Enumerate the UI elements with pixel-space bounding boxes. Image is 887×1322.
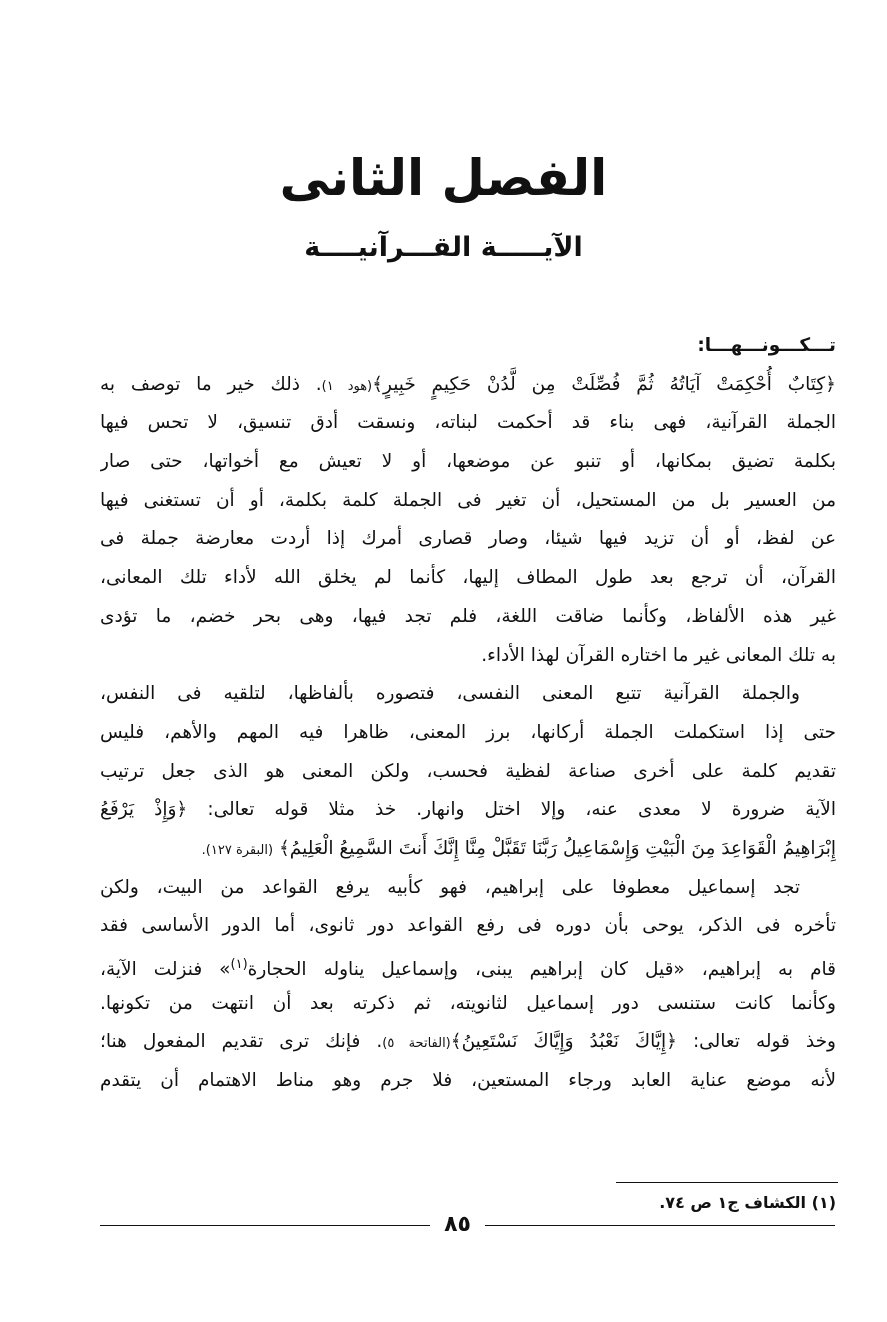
footnote-separator (616, 1182, 838, 1183)
quran-verse: إِبْرَاهِيمُ الْقَوَاعِدَ مِنَ الْبَيْتِ وَإِسْمَاعِيلُ رَبَّنَا تَقَبَّلْ مِنَّا إِنَّكَ أَنتَ السَّمِيعُ الْعَلِيمُ﴾ (278, 837, 836, 859)
quran-verse: ﴿وَإِذْ يَرْفَعُ (100, 799, 188, 821)
verse-reference: (هود ١) (321, 378, 373, 394)
text-line: عن لفظ، أو أن تزيد فيها شيئا، وصار قصارى أمرك إذا أردت معارضة جملة فى (100, 528, 836, 550)
text-line: تجد إسماعيل معطوفا على إبراهيم، فهو كأبيه يرفع القواعد من البيت، ولكن (100, 876, 800, 898)
quran-verse: ﴿كِتَابٌ أُحْكِمَتْ آيَاتُهُ ثُمَّ فُصِّلَتْ مِن لَّدُنْ حَكِيمٍ خَبِيرٍ﴾ (372, 373, 836, 395)
text-line (100, 946, 836, 985)
verse-reference: (الفاتحة ٥) (382, 1036, 451, 1052)
body-text (100, 327, 836, 1101)
text-line (100, 366, 836, 405)
chapter-subtitle: الآيـــــة القـــرآنيــــة (304, 232, 583, 263)
text-line: به تلك المعانى غير ما اختاره القرآن لهذا الأداء. (481, 644, 836, 666)
text-line (100, 830, 836, 869)
footnote: (١) الكشاف ج١ ص ٧٤. (659, 1193, 836, 1212)
text-line: تقديم كلمة على أخرى صناعة لفظية فحسب، ولكن المعنى هو الذى جعل ترتيب (100, 760, 836, 782)
chapter-title: الفصل الثانى (279, 149, 608, 207)
section-heading: تـــكـــونـــهـــا: (697, 335, 836, 356)
line-text: قام به إبراهيم، «قيل كان إبراهيم يبنى، وإسماعيل يناوله الحجارة (247, 959, 836, 981)
text-line: غير هذه الألفاظ، وكأنما ضاقت اللغة، فلم تجد فيها، وهى بحر خضم، ما تؤدى (100, 605, 836, 627)
page-rule-right (485, 1225, 835, 1226)
verse-reference: (البقرة ١٢٧). (201, 842, 274, 858)
line-text: » فنزلت الآية، (100, 959, 231, 981)
line-text: . ذلك خير ما توصف به (100, 373, 322, 395)
text-line: القرآن، أن ترجع بعد طول المطاف إليها، كأنما لم يخلق الله لأداء تلك المعانى، (100, 567, 836, 589)
text-line: الجملة القرآنية، فهى بناء قد أحكمت لبناته، ونسقت أدق تنسيق، لا تحس فيها (100, 412, 836, 434)
line-text: . فإنك ترى تقديم المفعول هنا؛ (100, 1031, 383, 1053)
text-line: من العسير بل من المستحيل، أن تغير فى الجملة كلمة بكلمة، أو أن تستغنى فيها (100, 489, 836, 511)
text-line: لأنه موضع عناية العابد ورجاء المستعين، فلا جرم وهو مناط الاهتمام أن يتقدم (100, 1070, 836, 1092)
line-text: وخذ قوله تعالى: (692, 1031, 836, 1053)
text-line: والجملة القرآنية تتبع المعنى النفسى، فتصوره بألفاظها، لتلقيه فى النفس، (100, 683, 800, 705)
text-line: بكلمة تضيق بمكانها، أو تنبو عن موضعها، أو لا تعيش مع أخواتها، حتى صار (100, 451, 836, 473)
text-line: تأخره فى الذكر، يوحى بأن دوره فى رفع القواعد دور ثانوى، أما الدور الأساسى فقد (100, 915, 836, 937)
text-line: حتى إذا استكملت الجملة أركانها، برز المعنى، ظاهرا فيه المهم والأهم، فليس (100, 721, 836, 743)
line-text: الآية ضرورة لا معدى عنه، وإلا اختل وانهار. خذ مثلا قوله تعالى: (207, 799, 836, 821)
page-number: ٨٥ (444, 1212, 471, 1237)
quran-verse: ﴿إِيَّاكَ نَعْبُدُ وَإِيَّاكَ نَسْتَعِينُ﴾ (450, 1031, 677, 1053)
footnote-marker: (١) (230, 957, 248, 972)
page-rule-left (100, 1225, 430, 1226)
text-line (100, 1023, 836, 1062)
text-line (100, 791, 836, 830)
text-line: وكأنما كانت ستنسى دور إسماعيل لثانويته، ثم ذكرته بعد أن انتهت من تكونها. (100, 992, 836, 1014)
